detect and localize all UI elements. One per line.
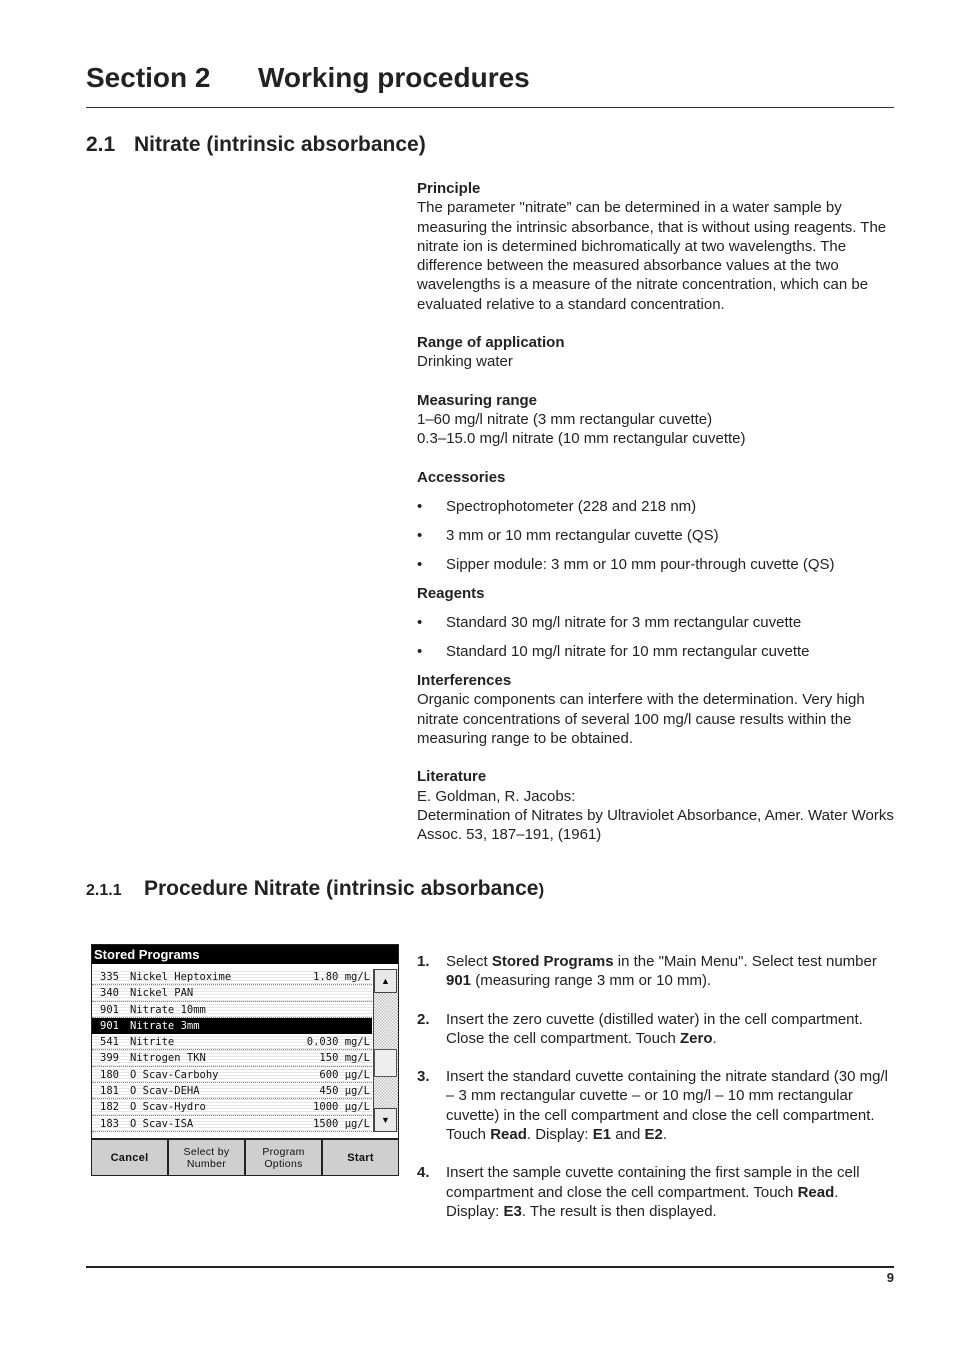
program-range: 1500 µg/L <box>313 1117 370 1130</box>
procedure-title-close: ) <box>538 880 545 899</box>
program-number: 901 <box>100 1003 119 1016</box>
button-label-line: Select by <box>183 1145 230 1158</box>
program-name: O Scav-Hydro <box>130 1101 206 1114</box>
reagents-list <box>417 613 895 661</box>
step-text: in the "Main Menu". Select test number <box>613 953 877 970</box>
step-text: . Display: <box>446 1183 839 1220</box>
reagents-heading: Reagents <box>417 584 485 602</box>
step-emphasis: Read <box>490 1126 527 1144</box>
program-row[interactable] <box>92 985 372 1001</box>
method-details <box>417 179 895 863</box>
program-options-button[interactable] <box>246 1140 323 1175</box>
step-text: Insert the sample cuvette containing the first sample in the cell compartment and close the cell compartment. Touch <box>446 1164 860 1201</box>
step-text: Select <box>446 953 492 970</box>
accessories-heading: Accessories <box>417 468 506 486</box>
list-item: • 3 mm or 10 mm rectangular cuvette (QS) <box>417 526 895 545</box>
literature-block <box>417 767 895 844</box>
select-by-number-button[interactable] <box>169 1140 246 1175</box>
literature-reference: Determination of Nitrates by Ultraviolet Absorbance, Amer. Water Works Assoc. 53, 187–191, (1961) <box>417 806 894 844</box>
step-emphasis: Read <box>797 1183 835 1201</box>
screen-title: Stored Programs <box>92 945 398 964</box>
program-range: 0.030 mg/L <box>306 1036 370 1049</box>
program-number: 180 <box>100 1068 119 1081</box>
step-emphasis: Stored Programs <box>491 953 614 970</box>
measuring-range-block <box>417 391 895 449</box>
subsection-title <box>86 133 426 157</box>
start-button-label: Start <box>347 1151 374 1164</box>
range-application-text: Drinking water <box>417 353 513 371</box>
select-by-number-label <box>184 1146 230 1170</box>
program-row[interactable] <box>92 1067 372 1083</box>
step-emphasis: E1 <box>592 1126 612 1144</box>
cancel-button[interactable] <box>92 1140 169 1175</box>
scroll-up-icon[interactable]: ▲ <box>374 969 397 993</box>
subsection-number: 2.1 <box>86 133 116 156</box>
scrollbar[interactable] <box>373 969 398 1132</box>
procedure-steps <box>417 952 895 1240</box>
program-number: 399 <box>100 1052 119 1065</box>
start-button[interactable] <box>323 1140 398 1175</box>
procedure-step <box>417 952 895 991</box>
procedure-step <box>417 1067 895 1144</box>
step-text: . <box>662 1126 668 1144</box>
step-emphasis: Zero <box>680 1029 713 1047</box>
list-item: • Spectrophotometer (228 and 218 nm) <box>417 497 895 516</box>
range-application-block <box>417 333 895 372</box>
program-name: Nitrate 10mm <box>130 1003 206 1016</box>
program-range: 600 µg/L <box>319 1068 370 1081</box>
step-text: . The result is then displayed. <box>521 1202 717 1220</box>
procedure-step <box>417 1163 895 1221</box>
program-row[interactable] <box>92 1099 372 1115</box>
program-number: 901 <box>100 1019 119 1032</box>
step-number: 2. <box>417 1010 430 1028</box>
program-name: Nickel Heptoxime <box>130 971 232 983</box>
step-number: 1. <box>417 953 430 970</box>
reagents-block <box>417 584 895 661</box>
program-list <box>92 969 372 1132</box>
program-range: 450 µg/L <box>319 1085 370 1098</box>
program-name: Nickel PAN <box>130 987 194 1000</box>
program-range: 150 mg/L <box>319 1052 370 1065</box>
step-text: Insert the zero cuvette (distilled water) in the cell compartment. Close the cell compartment. Touch <box>446 1010 863 1047</box>
interferences-heading: Interferences <box>417 672 512 690</box>
program-row[interactable] <box>92 1018 372 1034</box>
literature-heading: Literature <box>417 768 487 786</box>
literature-authors: E. Goldman, R. Jacobs: <box>417 787 576 805</box>
program-name: Nitrogen TKN <box>130 1052 206 1065</box>
step-emphasis: 901 <box>446 972 472 990</box>
step-number: 4. <box>417 1164 430 1182</box>
program-name: O Scav-Carbohy <box>130 1068 219 1081</box>
program-number: 181 <box>100 1085 119 1098</box>
principle-heading: Principle <box>417 180 481 197</box>
list-item: • Sipper module: 3 mm or 10 mm pour-through cuvette (QS) <box>417 555 895 574</box>
program-number: 335 <box>100 971 119 983</box>
program-name: Nitrate 3mm <box>130 1019 200 1032</box>
section-number: Section 2 <box>86 62 211 93</box>
program-row[interactable] <box>92 969 372 985</box>
subsection-name: Nitrate (intrinsic absorbance) <box>134 133 426 156</box>
list-item: • Standard 30 mg/l nitrate for 3 mm rectangular cuvette <box>417 613 895 632</box>
step-text: (measuring range 3 mm or 10 mm). <box>471 972 712 990</box>
header-rule <box>86 107 894 108</box>
button-label-line: Number <box>186 1157 227 1170</box>
procedure-title <box>86 877 544 901</box>
program-options-label <box>262 1146 304 1170</box>
range-application-heading: Range of application <box>417 334 565 352</box>
program-number: 340 <box>100 987 119 1000</box>
section-name: Working procedures <box>258 62 530 93</box>
program-name: O Scav-ISA <box>130 1117 194 1130</box>
button-label-line: Program <box>262 1145 305 1158</box>
program-row[interactable] <box>92 1002 372 1018</box>
program-row[interactable] <box>92 1083 372 1099</box>
step-text: Insert the standard cuvette containing the nitrate standard (30 mg/l – 3 mm rectangular cuvette – or 10 mg/l – 10 mm rectangular cuvette) in the cell compartment and close the cell compartment. Touch <box>446 1068 888 1144</box>
accessories-list <box>417 497 895 574</box>
program-number: 541 <box>100 1036 119 1049</box>
program-row[interactable] <box>92 1116 372 1132</box>
step-text: and <box>611 1126 645 1144</box>
footer-rule <box>86 1266 894 1268</box>
procedure-number: 2.1.1 <box>86 882 122 899</box>
scroll-down-icon[interactable]: ▼ <box>374 1108 397 1132</box>
principle-block <box>417 179 895 314</box>
interferences-block <box>417 671 895 748</box>
instrument-screen <box>91 944 399 1176</box>
program-range: 1.80 mg/L <box>313 971 370 983</box>
measuring-range-line: 0.3–15.0 mg/l nitrate (10 mm rectangular cuvette) <box>417 430 746 448</box>
measuring-range-heading: Measuring range <box>417 391 538 409</box>
page-number: 9 <box>886 1270 894 1285</box>
scroll-thumb[interactable] <box>374 1049 397 1077</box>
program-number: 183 <box>100 1117 119 1130</box>
step-text: . Display: <box>526 1126 593 1144</box>
section-title <box>86 62 530 94</box>
program-name: Nitrite <box>130 1036 175 1049</box>
button-label-line: Options <box>264 1157 303 1170</box>
procedure-step <box>417 1010 895 1049</box>
step-text: . <box>712 1029 717 1047</box>
accessories-block <box>417 468 895 574</box>
cancel-button-label: Cancel <box>110 1151 149 1164</box>
screen-button-bar <box>92 1138 398 1175</box>
measuring-range-line: 1–60 mg/l nitrate (3 mm rectangular cuvette) <box>417 410 713 428</box>
program-range: 1000 µg/L <box>313 1101 370 1114</box>
program-row[interactable] <box>92 1050 372 1066</box>
step-emphasis: E2 <box>644 1126 663 1144</box>
list-item: • Standard 10 mg/l nitrate for 10 mm rectangular cuvette <box>417 642 895 661</box>
program-number: 182 <box>100 1101 119 1114</box>
step-number: 3. <box>417 1068 430 1086</box>
interferences-text: Organic components can interfere with the determination. Very high nitrate concentrations of several 100 mg/l cause results within the measuring range to be obtained. <box>417 691 865 747</box>
program-row[interactable] <box>92 1034 372 1050</box>
program-name: O Scav-DEHA <box>130 1085 200 1098</box>
principle-text: The parameter "nitrate” can be determined in a water sample by measuring the intrinsic absorbance, that is without using reagents. The nitrate ion is determined bichromatically at two wavelengths. The difference between the measured absorbance values at the two wavelengths is a measure of the nitrate concentration, which can be evaluated relative to a standard concentration. <box>417 199 887 313</box>
procedure-name: Procedure Nitrate (intrinsic absorbance <box>144 877 539 900</box>
step-emphasis: E3 <box>503 1202 522 1220</box>
